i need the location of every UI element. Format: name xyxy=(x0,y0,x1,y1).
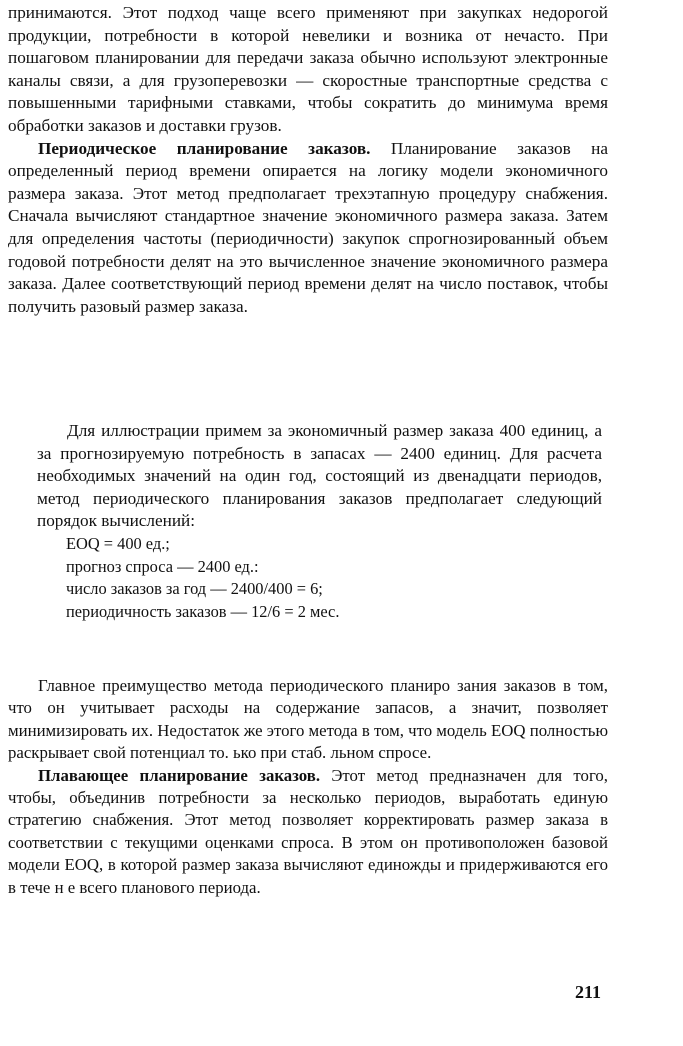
calc-line-forecast: прогноз спроса — 2400 ед.: xyxy=(66,556,259,576)
periodic-planning-text: Планирование заказов на определенный период времени опирается на логику модели экономичного размера заказа. Этот метод предполагает трехэтапную процедуру снабжения. Сначала вычисляют стандартное значение экономичного размера заказа. Затем для определения частоты (периодичности) закупок спрогнозированный объем годовой потребности делят на это вычисленное значение экономичного размера заказа. Далее соответствующий период времени делят на число поставок, чтобы получить разовый размер заказа. xyxy=(8,138,609,316)
floating-planning-term: Плавающее планирование заказов. xyxy=(38,765,321,785)
floating-planning-paragraph xyxy=(8,765,608,899)
top-text-block xyxy=(8,2,608,318)
example-block xyxy=(37,420,602,623)
floating-planning-text: Этот метод предназначен для того, чтобы, объединив потребности за несколько периодов, выработать единую стратегию снабжения. Этот метод позволяет корректировать размер заказа в соответствии с текущими оценками спроса. В этом он противоположен базовой модели EOQ, в которой размер заказа вычисляют единожды и придерживаются его в тече н е всего планового периода. xyxy=(8,765,608,897)
example-text: Для иллюстрации примем за экономичный размер заказа 400 единиц, а за прогнозируемую потребность в запасах — 2400 единиц. Для расчета необходимых значений на один год, состоящий из двенадцати периодов, метод периодического планирования заказов предполагает следующий порядок вычислений: xyxy=(37,421,602,531)
bottom-text-block xyxy=(8,675,608,899)
calculation-list xyxy=(37,533,602,623)
calc-line-eoq: EOQ = 400 ед.; xyxy=(66,533,170,553)
periodic-planning-term: Периодическое планирование заказов. xyxy=(38,138,371,158)
intro-paragraph: принимаются. Этот подход чаще всего применяют при закупках недорогой продукции, потребности в которой невелики и возника от нечасто. При пошаговом планировании для передачи заказа обычно используют электронные каналы связи, а для грузоперевозки — скоростные транспортные средства с повышенными тарифными ставками, чтобы сократить до минимума время обработки заказов и доставки грузов. xyxy=(8,3,608,135)
calc-line-order-period: периодичность заказов — 12/6 = 2 мес. xyxy=(66,601,340,621)
calc-line-orders-per-year: число заказов за год — 2400/400 = 6; xyxy=(66,579,323,599)
advantage-paragraph: Главное преимущество метода периодического планиро зания заказов в том, что он учитывает расходы на содержание запасов, а значит, позволяет минимизировать их. Недостаток же этого метода в том, что модель EOQ полностью раскрывает свой потенциал то. ько при стаб. льном спросе. xyxy=(8,676,608,763)
page-number: 211 xyxy=(575,982,602,1002)
periodic-planning-paragraph xyxy=(8,138,608,319)
